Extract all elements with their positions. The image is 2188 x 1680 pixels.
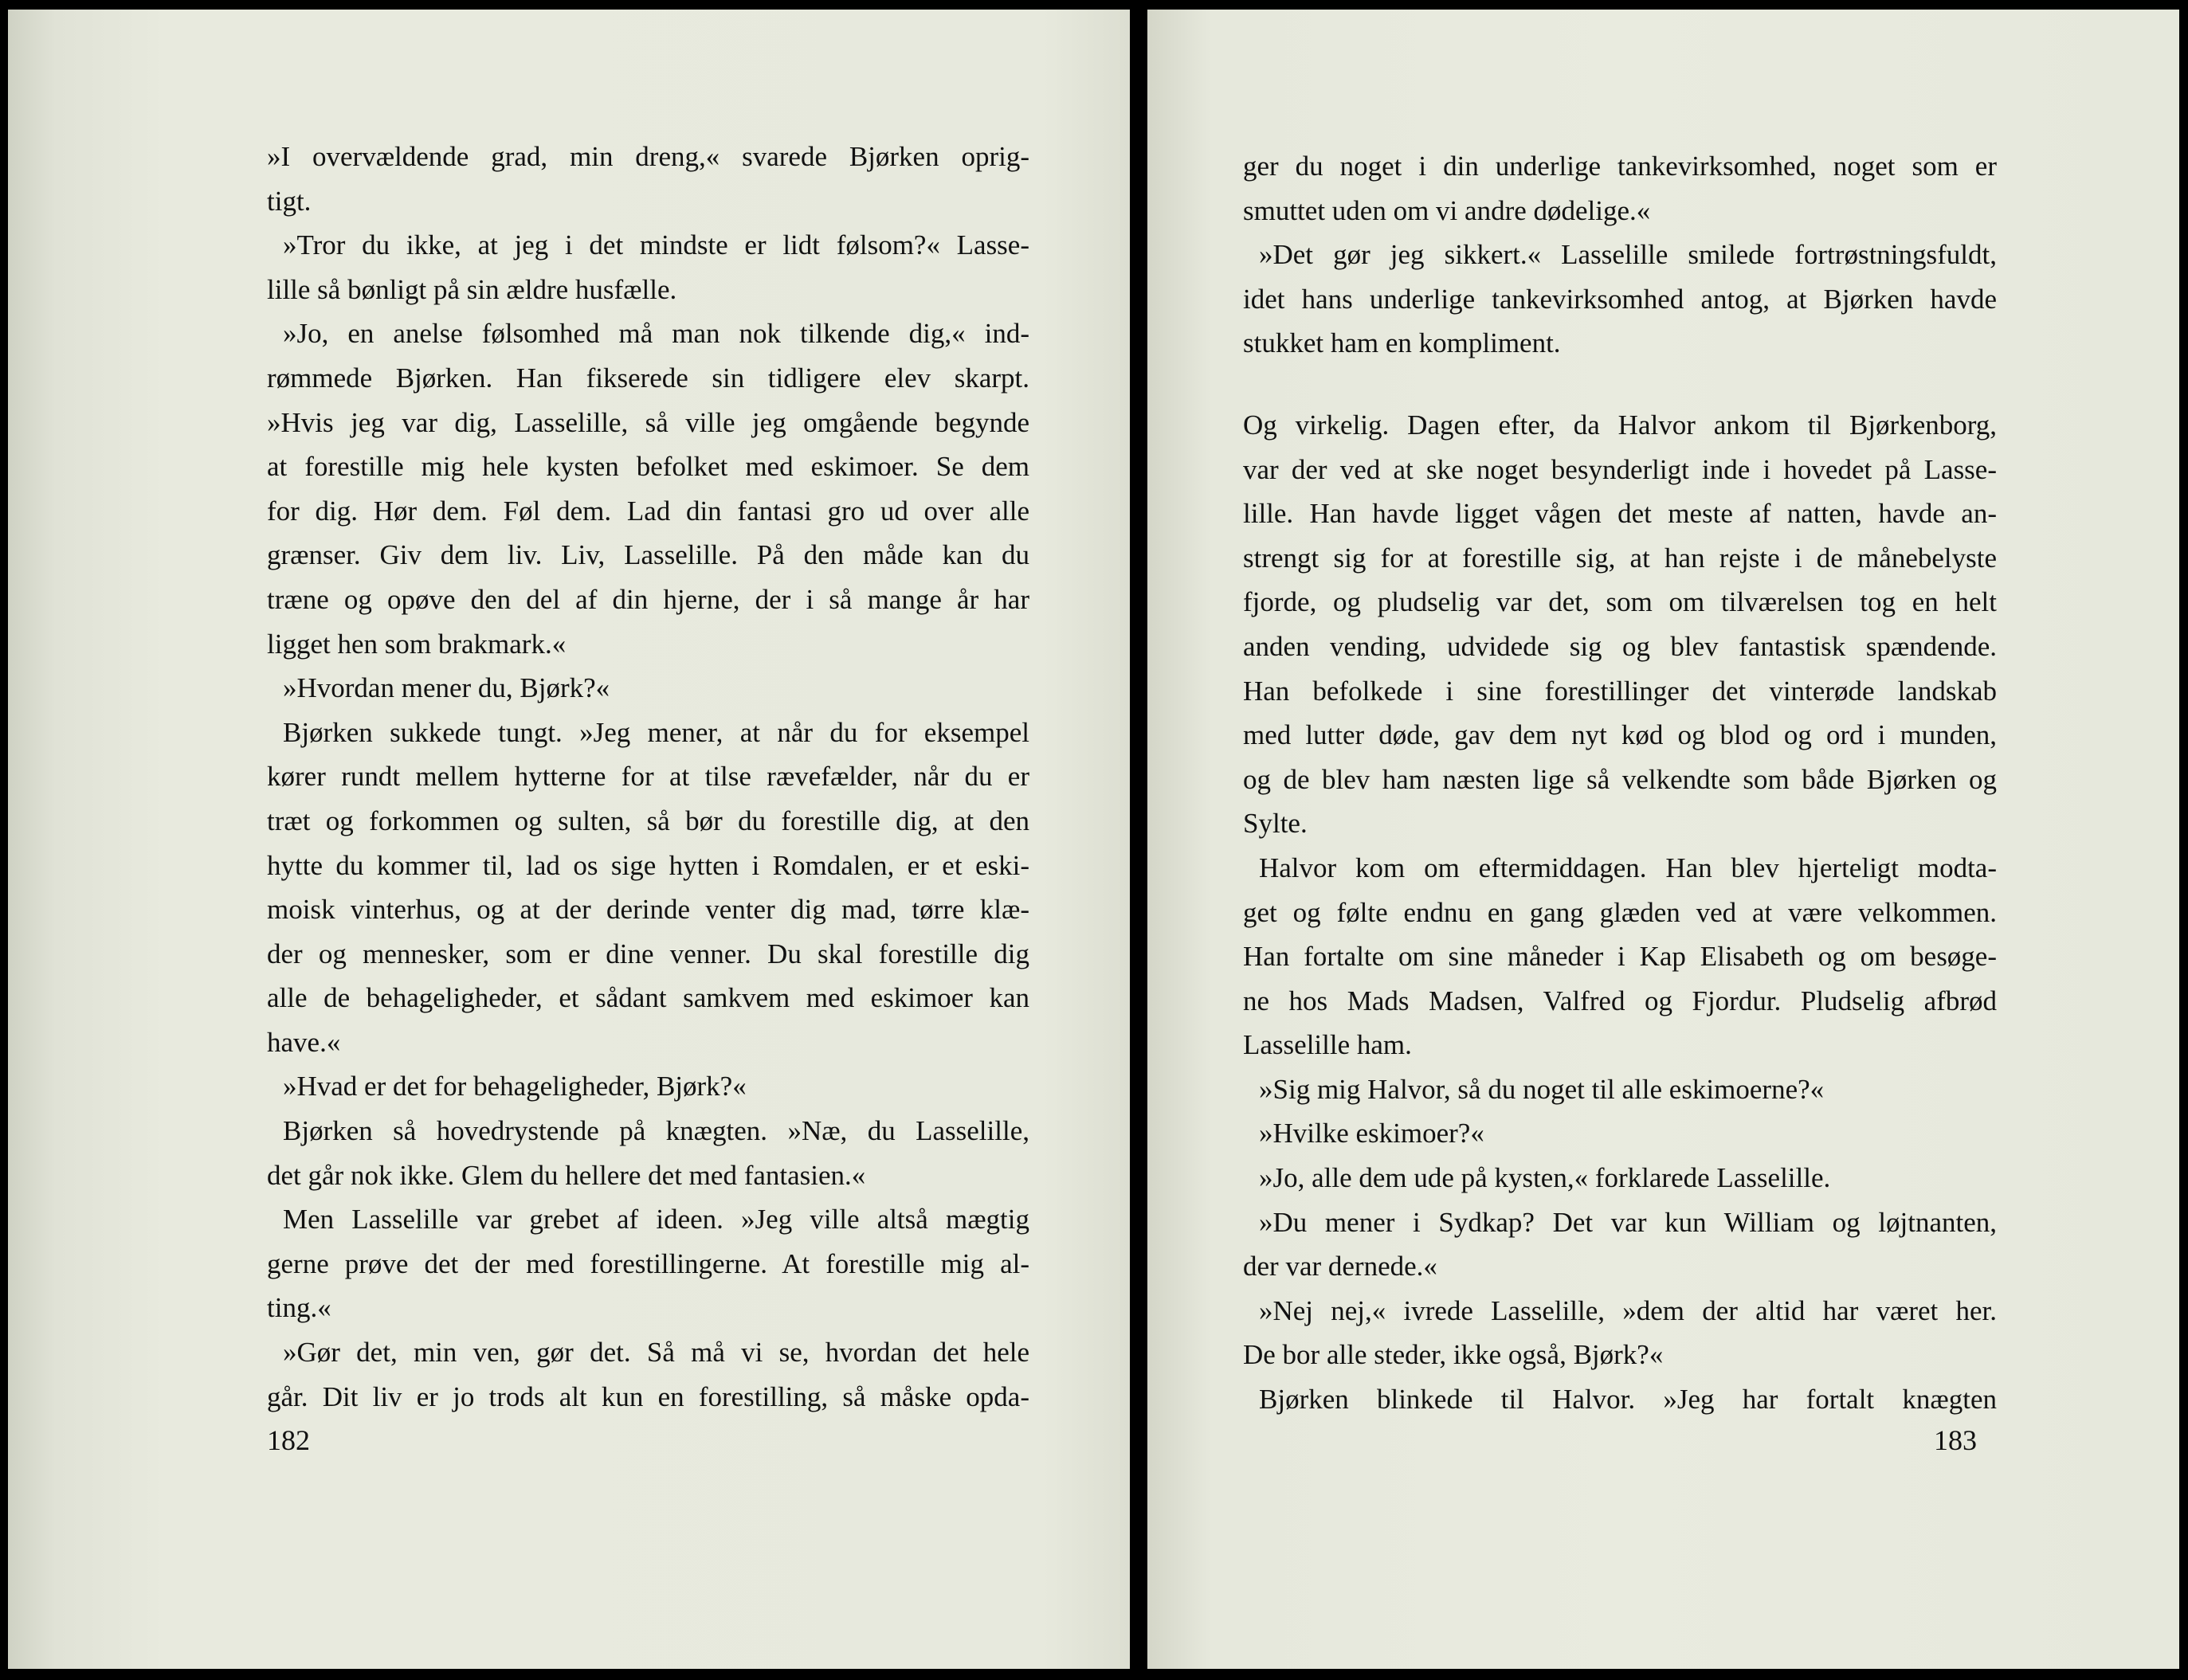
text-line: »Jo, alle dem ude på kysten,« forklarede Lasselille. — [1259, 1162, 1831, 1194]
text-line: hytte du kommer til, lad os sige hytten i Romdalen, er et eski- — [267, 849, 1029, 881]
text-line: der var dernede.« — [1243, 1251, 1437, 1283]
text-line: Og virkelig. Dagen efter, da Halvor ankom til Bjørkenborg, — [1243, 409, 1997, 441]
text-line: Halvor kom om eftermiddagen. Han blev hjerteligt modta- — [1259, 852, 1997, 883]
right-page — [1147, 10, 2179, 1669]
text-line: det går nok ikke. Glem du hellere det med fantasien.« — [267, 1159, 866, 1191]
text-line: De bor alle steder, ikke også, Bjørk?« — [1243, 1339, 1664, 1371]
text-line: kører rundt mellem hytterne for at tilse rævefælder, når du er — [267, 761, 1029, 793]
text-line: have.« — [267, 1026, 341, 1058]
text-line: idet hans underlige tankevirksomhed antog, at Bjørken havde — [1243, 283, 1997, 315]
right-page-text — [1243, 144, 1997, 1422]
text-line: moisk vinterhus, og at der derinde venter dig mad, tørre klæ- — [267, 894, 1029, 926]
page-number: 182 — [267, 1424, 310, 1456]
text-line: Lasselille ham. — [1243, 1029, 1412, 1061]
text-line: stukket ham en kompliment. — [1243, 327, 1561, 359]
page-number: 183 — [1934, 1424, 1977, 1456]
text-line: Bjørken blinkede til Halvor. »Jeg har fortalt knægten — [1259, 1384, 1997, 1416]
text-line: der og mennesker, som er dine venner. Du skal forestille dig — [267, 938, 1029, 969]
text-line: ger du noget i din underlige tankevirksomhed, noget som er — [1243, 151, 1997, 182]
text-line: rømmede Bjørken. Han fikserede sin tidligere elev skarpt. — [267, 362, 1029, 394]
text-line: ne hos Mads Madsen, Valfred og Fjordur. Pludselig afbrød — [1243, 985, 1997, 1016]
text-line: get og følte endnu en gang glæden ved at være velkommen. — [1243, 896, 1997, 928]
text-line: fjorde, og pludselig var det, som om tilværelsen tog en helt — [1243, 586, 1997, 618]
text-line: »Sig mig Halvor, så du noget til alle eskimoerne?« — [1259, 1073, 1825, 1105]
text-line: træt og forkommen og sulten, så bør du forestille dig, at den — [267, 805, 1029, 836]
text-line: med lutter døde, gav dem nyt kød og blod og ord i munden, — [1243, 719, 1997, 751]
text-line: »Nej nej,« ivrede Lasselille, »dem der altid har været her. — [1259, 1294, 1997, 1326]
text-line: Bjørken så hovedrystende på knægten. »Næ, du Lasselille, — [283, 1115, 1029, 1147]
text-line: ligget hen som brakmark.« — [267, 628, 567, 660]
text-line: »Hvis jeg var dig, Lasselille, så ville jeg omgående begynde — [267, 406, 1029, 438]
left-page — [8, 10, 1130, 1669]
text-line: Men Lasselille var grebet af ideen. »Jeg ville altså mægtig — [283, 1204, 1029, 1236]
text-line: at forestille mig hele kysten befolket med eskimoer. Se dem — [267, 451, 1029, 483]
text-line: »Det gør jeg sikkert.« Lasselille smilede fortrøstningsfuldt, — [1259, 239, 1997, 271]
text-line: lille så bønligt på sin ældre husfælle. — [267, 273, 677, 305]
text-line: »I overvældende grad, min dreng,« svarede Bjørken oprig- — [267, 141, 1029, 172]
text-line: grænser. Giv dem liv. Liv, Lasselille. På den måde kan du — [267, 539, 1029, 571]
text-line: »Jo, en anelse følsomhed må man nok tilkende dig,« ind- — [283, 318, 1029, 350]
text-line: tigt. — [267, 185, 312, 217]
text-line: »Tror du ikke, at jeg i det mindste er lidt følsom?« Lasse- — [283, 229, 1029, 261]
text-line: Bjørken sukkede tungt. »Jeg mener, at når du for eksempel — [283, 716, 1029, 748]
text-line: »Hvilke eskimoer?« — [1259, 1118, 1484, 1149]
text-line: gerne prøve det der med forestillingerne. At forestille mig al- — [267, 1247, 1029, 1279]
text-line: ting.« — [267, 1292, 331, 1324]
text-line: anden vending, udvidede sig og blev fantastisk spændende. — [1243, 630, 1997, 662]
text-line: lille. Han havde ligget vågen det meste af natten, havde an- — [1243, 498, 1997, 530]
text-line: går. Dit liv er jo trods alt kun en forestilling, så måske opda- — [267, 1380, 1029, 1412]
text-line: smuttet uden om vi andre dødelige.« — [1243, 194, 1651, 226]
text-line: og de blev ham næsten lige så velkendte som både Bjørken og — [1243, 763, 1997, 795]
left-page-text — [267, 135, 1029, 1419]
text-line: var der ved at ske noget besynderligt inde i hovedet på Lasse- — [1243, 453, 1997, 485]
text-line: Han fortalte om sine måneder i Kap Elisabeth og om besøge- — [1243, 941, 1997, 973]
text-line: for dig. Hør dem. Føl dem. Lad din fantasi gro ud over alle — [267, 495, 1029, 527]
text-line: »Hvad er det for behageligheder, Bjørk?« — [283, 1071, 747, 1102]
text-line: Sylte. — [1243, 808, 1308, 840]
text-line: Han befolkede i sine forestillinger det vinterøde landskab — [1243, 675, 1997, 707]
text-line: strengt sig for at forestille sig, at han rejste i de månebelyste — [1243, 542, 1997, 574]
section-break — [1243, 366, 1997, 403]
text-line: alle de behageligheder, et sådant samkvem med eskimoer kan — [267, 982, 1029, 1014]
text-line: træne og opøve den del af din hjerne, der i så mange år har — [267, 583, 1029, 615]
text-line: »Hvordan mener du, Bjørk?« — [283, 672, 610, 704]
text-line: »Gør det, min ven, gør det. Så må vi se, hvordan det hele — [283, 1337, 1029, 1369]
text-line: »Du mener i Sydkap? Det var kun William og løjtnanten, — [1259, 1206, 1997, 1238]
